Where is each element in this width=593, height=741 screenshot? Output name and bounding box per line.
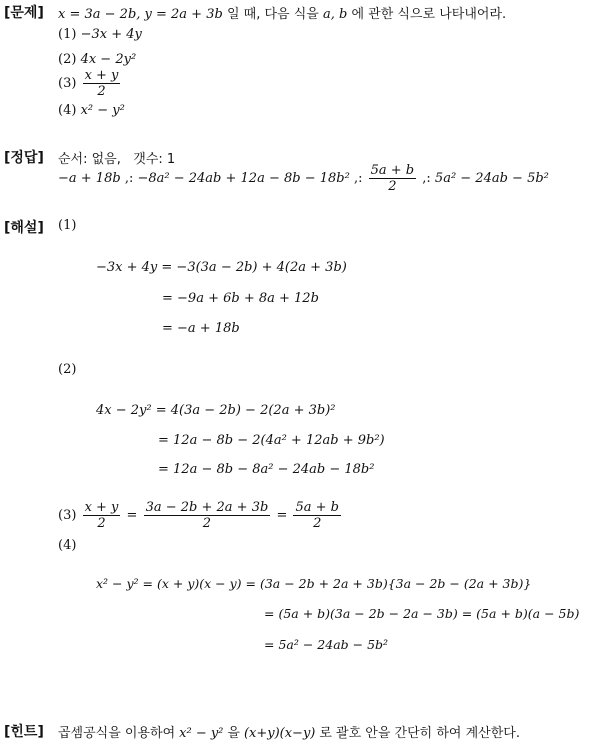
- order-text: 순서: 없음,: [58, 152, 121, 167]
- solution-1-line-3: = −a + 18b: [162, 321, 240, 336]
- fraction-denominator: 2: [97, 516, 106, 531]
- separator: ,:: [422, 171, 431, 186]
- solution-4-line-1: x² − y² = (x + y)(x − y) = (3a − 2b + 2a + 3b){3a − 2b − (2a + 3b)}: [96, 576, 532, 591]
- solution-2-line-1: 4x − 2y² = 4(3a − 2b) − 2(2a + 3b)²: [96, 403, 336, 418]
- statement-text-2: 에 관한 식으로 나타내어라.: [351, 7, 507, 22]
- statement-math-2: a, b: [322, 7, 348, 22]
- separator: ,:: [353, 171, 363, 186]
- fraction-numerator: x + y: [84, 500, 119, 515]
- fraction-3: [293, 500, 341, 531]
- equals: =: [126, 508, 138, 523]
- problem-item-3: [58, 68, 122, 99]
- solution-4-line-2: = (5a + b)(3a − 2b − 2a − 3b) = (5a + b)(a − 5b): [264, 606, 580, 621]
- item-label: (2): [58, 52, 77, 67]
- problem-statement: [58, 3, 506, 22]
- item-label: (3): [58, 76, 77, 91]
- separator: ,:: [124, 171, 134, 186]
- answer-1: −a + 18b: [58, 171, 121, 186]
- hint-math-1: x² − y²: [179, 726, 224, 741]
- solution-4-line-3: = 5a² − 24ab − 5b²: [264, 637, 389, 652]
- solution-part-2-label: (2): [58, 362, 77, 377]
- hint-text: [58, 722, 520, 741]
- solution-1-line-2: = −9a + 6b + 8a + 12b: [162, 291, 319, 306]
- item-label: (4): [58, 103, 77, 118]
- answer-tag: [정답]: [4, 150, 44, 166]
- answer-2: −8a² − 24ab + 12a − 8b − 18b²: [137, 171, 350, 186]
- problem-item-1: [58, 27, 142, 42]
- statement-text: 일 때, 다음 식을: [226, 7, 319, 22]
- part-label: (3): [58, 508, 77, 523]
- fraction-numerator: 5a + b: [295, 500, 339, 515]
- problem-tag: [문제]: [4, 5, 44, 21]
- statement-math: x = 3a − 2b, y = 2a + 3b: [58, 7, 223, 22]
- problem-item-2: [58, 52, 136, 67]
- fraction-2: [144, 500, 271, 531]
- answer-line-2: [58, 163, 549, 194]
- solution-2-line-2: = 12a − 8b − 2(4a² + 12ab + 9b²): [158, 433, 385, 448]
- item-expr: −3x + 4y: [80, 27, 142, 42]
- fraction-denominator: 2: [313, 516, 322, 531]
- fraction-denominator: 2: [388, 179, 397, 194]
- fraction-numerator: 3a − 2b + 2a + 3b: [145, 500, 269, 515]
- item-expr: 4x − 2y²: [80, 52, 137, 67]
- hint-text-2: 을: [227, 726, 240, 741]
- solution-1-line-1: −3x + 4y = −3(3a − 2b) + 4(2a + 3b): [96, 260, 347, 275]
- solution-part-3: [58, 500, 343, 531]
- item-expr: x² − y²: [80, 103, 125, 118]
- hint-math-2: (x+y)(x−y): [243, 726, 316, 741]
- equals: =: [276, 508, 288, 523]
- item-label: (1): [58, 27, 77, 42]
- hint-tag: [힌트]: [4, 724, 44, 740]
- answer-3: [369, 163, 417, 194]
- count-text: 갯수: 1: [133, 152, 176, 167]
- hint-text-1: 곱셈공식을 이용하여: [58, 726, 176, 741]
- fraction-numerator: x + y: [84, 68, 119, 83]
- solution-part-4-label: (4): [58, 538, 77, 553]
- solution-tag: [해설]: [4, 220, 44, 236]
- fraction-1: [83, 500, 121, 531]
- fraction-denominator: 2: [97, 84, 106, 99]
- fraction-numerator: 5a + b: [370, 163, 415, 178]
- problem-item-4: [58, 103, 125, 118]
- solution-2-line-3: = 12a − 8b − 8a² − 24ab − 18b²: [158, 462, 375, 477]
- answer-4: 5a² − 24ab − 5b²: [434, 171, 549, 186]
- hint-text-3: 로 괄호 안을 간단히 하여 계산한다.: [319, 726, 520, 741]
- item-fraction: [83, 68, 121, 99]
- fraction-denominator: 2: [202, 516, 212, 531]
- solution-part-1-label: (1): [58, 218, 77, 233]
